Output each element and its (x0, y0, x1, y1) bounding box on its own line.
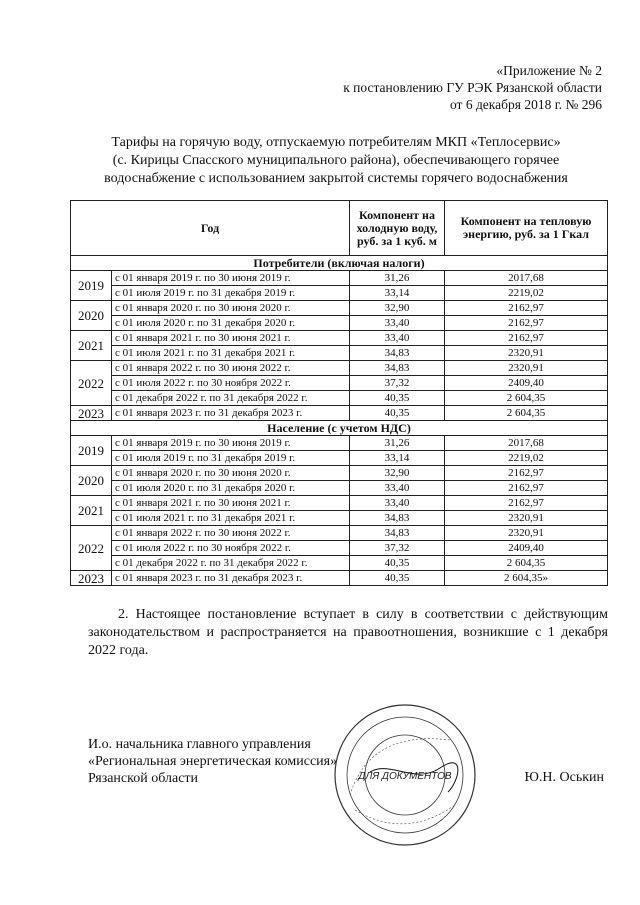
header-year: Год (71, 201, 350, 256)
heat-value-cell: 2409,40 (445, 541, 608, 556)
period-cell: с 01 января 2023 г. по 31 декабря 2023 г. (112, 406, 350, 421)
heat-value-cell: 2409,40 (445, 376, 608, 391)
heat-value-cell: 2219,02 (445, 451, 608, 466)
heat-value-cell: 2 604,35 (445, 391, 608, 406)
year-cell: 2020 (71, 466, 112, 496)
table-row (71, 481, 608, 496)
heat-value-cell: 2320,91 (445, 526, 608, 541)
document-title (76, 134, 596, 188)
heat-value-cell: 2320,91 (445, 346, 608, 361)
period-cell: с 01 января 2019 г. по 30 июня 2019 г. (112, 271, 350, 286)
cold-value-cell: 34,83 (350, 346, 445, 361)
heat-value-cell: 2219,02 (445, 286, 608, 301)
period-cell: с 01 июля 2019 г. по 31 декабря 2019 г. (112, 286, 350, 301)
heat-value-cell: 2017,68 (445, 436, 608, 451)
heat-value-cell: 2162,97 (445, 316, 608, 331)
cold-value-cell: 33,14 (350, 286, 445, 301)
year-cell: 2019 (71, 271, 112, 301)
cold-value-cell: 37,32 (350, 376, 445, 391)
period-cell: с 01 июля 2021 г. по 31 декабря 2021 г. (112, 346, 350, 361)
table-row (71, 346, 608, 361)
table-body (71, 256, 608, 586)
table-row (71, 541, 608, 556)
table-row (71, 496, 608, 511)
table-row (71, 286, 608, 301)
cold-value-cell: 33,14 (350, 451, 445, 466)
table-row (71, 331, 608, 346)
heat-value-cell: 2 604,35 (445, 556, 608, 571)
cold-value-cell: 32,90 (350, 466, 445, 481)
period-cell: с 01 января 2021 г. по 30 июня 2021 г. (112, 496, 350, 511)
period-cell: с 01 декабря 2022 г. по 31 декабря 2022 г. (112, 391, 350, 406)
heat-value-cell: 2017,68 (445, 271, 608, 286)
period-cell: с 01 июля 2019 г. по 31 декабря 2019 г. (112, 451, 350, 466)
cold-value-cell: 40,35 (350, 556, 445, 571)
period-cell: с 01 января 2023 г. по 31 декабря 2023 г. (112, 571, 350, 586)
table-row (71, 511, 608, 526)
year-cell: 2023 (71, 571, 112, 586)
table-row (71, 406, 608, 421)
cold-value-cell: 40,35 (350, 406, 445, 421)
period-cell: с 01 января 2022 г. по 30 июня 2022 г. (112, 526, 350, 541)
signer-title-line-1: И.о. начальника главного управления (88, 737, 311, 752)
signer-name: Ю.Н. Оськин (524, 770, 604, 785)
annex-line-3: от 6 декабря 2018 г. № 296 (449, 97, 602, 112)
signature-block (88, 736, 337, 787)
table-row (71, 361, 608, 376)
period-cell: с 01 июля 2022 г. по 30 ноября 2022 г. (112, 376, 350, 391)
table-group-row (71, 256, 608, 271)
year-cell: 2020 (71, 301, 112, 331)
cold-value-cell: 33,40 (350, 481, 445, 496)
heat-value-cell: 2 604,35 (445, 406, 608, 421)
period-cell: с 01 июля 2020 г. по 31 декабря 2020 г. (112, 316, 350, 331)
year-cell: 2021 (71, 496, 112, 526)
table-group-row (71, 421, 608, 436)
heat-value-cell: 2 604,35» (445, 571, 608, 586)
cold-value-cell: 34,83 (350, 361, 445, 376)
table-row (71, 451, 608, 466)
group-label: Потребители (включая налоги) (71, 256, 608, 271)
period-cell: с 01 января 2020 г. по 30 июня 2020 г. (112, 301, 350, 316)
period-cell: с 01 января 2021 г. по 30 июня 2021 г. (112, 331, 350, 346)
heat-value-cell: 2162,97 (445, 496, 608, 511)
paragraph-text: 2. Настоящее постановление вступает в силу в соответствии с действующим законодательством и распространяется на правоотношения, возникшие с 1 декабря 2022 года. (88, 607, 608, 658)
signer-title-line-3: Рязанской области (88, 771, 199, 786)
heat-value-cell: 2162,97 (445, 481, 608, 496)
table-header-row (71, 201, 608, 256)
annex-header (343, 62, 602, 113)
year-cell: 2021 (71, 331, 112, 361)
period-cell: с 01 января 2020 г. по 30 июня 2020 г. (112, 466, 350, 481)
table-row (71, 436, 608, 451)
table-row (71, 556, 608, 571)
cold-value-cell: 40,35 (350, 571, 445, 586)
header-cold-component: Компонент на холодную воду, руб. за 1 куб. м (350, 201, 445, 256)
cold-value-cell: 31,26 (350, 271, 445, 286)
group-label: Население (с учетом НДС) (71, 421, 608, 436)
header-heat-component: Компонент на тепловую энергию, руб. за 1 Гкал (445, 201, 608, 256)
cold-value-cell: 33,40 (350, 331, 445, 346)
period-cell: с 01 января 2019 г. по 30 июня 2019 г. (112, 436, 350, 451)
signer-title-line-2: «Региональная энергетическая комиссия» (88, 754, 338, 769)
title-line-3: водоснабжение с использованием закрытой системы горячего водоснабжения (104, 171, 568, 186)
cold-value-cell: 32,90 (350, 301, 445, 316)
heat-value-cell: 2320,91 (445, 511, 608, 526)
cold-value-cell: 33,40 (350, 496, 445, 511)
table-row (71, 391, 608, 406)
title-line-1: Тарифы на горячую воду, отпускаемую потребителям МКП «Теплосервис» (111, 135, 561, 150)
table-row (71, 526, 608, 541)
cold-value-cell: 37,32 (350, 541, 445, 556)
table-row (71, 466, 608, 481)
cold-value-cell: 34,83 (350, 526, 445, 541)
heat-value-cell: 2162,97 (445, 466, 608, 481)
cold-value-cell: 34,83 (350, 511, 445, 526)
period-cell: с 01 июля 2020 г. по 31 декабря 2020 г. (112, 481, 350, 496)
annex-line-2: к постановлению ГУ РЭК Рязанской области (343, 80, 602, 95)
cold-value-cell: 40,35 (350, 391, 445, 406)
heat-value-cell: 2320,91 (445, 361, 608, 376)
year-cell: 2022 (71, 361, 112, 406)
stamp-text: ДЛЯ ДОКУМЕНТОВ (358, 771, 452, 782)
table-row (71, 316, 608, 331)
year-cell: 2022 (71, 526, 112, 571)
effective-paragraph (88, 606, 608, 660)
table-row (71, 271, 608, 286)
period-cell: с 01 января 2022 г. по 30 июня 2022 г. (112, 361, 350, 376)
table-row (71, 571, 608, 586)
annex-line-1: «Приложение № 2 (496, 63, 602, 78)
period-cell: с 01 декабря 2022 г. по 31 декабря 2022 г. (112, 556, 350, 571)
period-cell: с 01 июля 2022 г. по 30 ноября 2022 г. (112, 541, 350, 556)
heat-value-cell: 2162,97 (445, 331, 608, 346)
tariff-table (70, 200, 608, 586)
heat-value-cell: 2162,97 (445, 301, 608, 316)
table-row (71, 301, 608, 316)
period-cell: с 01 июля 2021 г. по 31 декабря 2021 г. (112, 511, 350, 526)
year-cell: 2019 (71, 436, 112, 466)
table-row (71, 376, 608, 391)
title-line-2: (с. Кирицы Спасского муниципального района), обеспечивающего горячее (112, 153, 560, 168)
cold-value-cell: 31,26 (350, 436, 445, 451)
round-seal-icon (330, 700, 480, 850)
cold-value-cell: 33,40 (350, 316, 445, 331)
year-cell: 2023 (71, 406, 112, 421)
